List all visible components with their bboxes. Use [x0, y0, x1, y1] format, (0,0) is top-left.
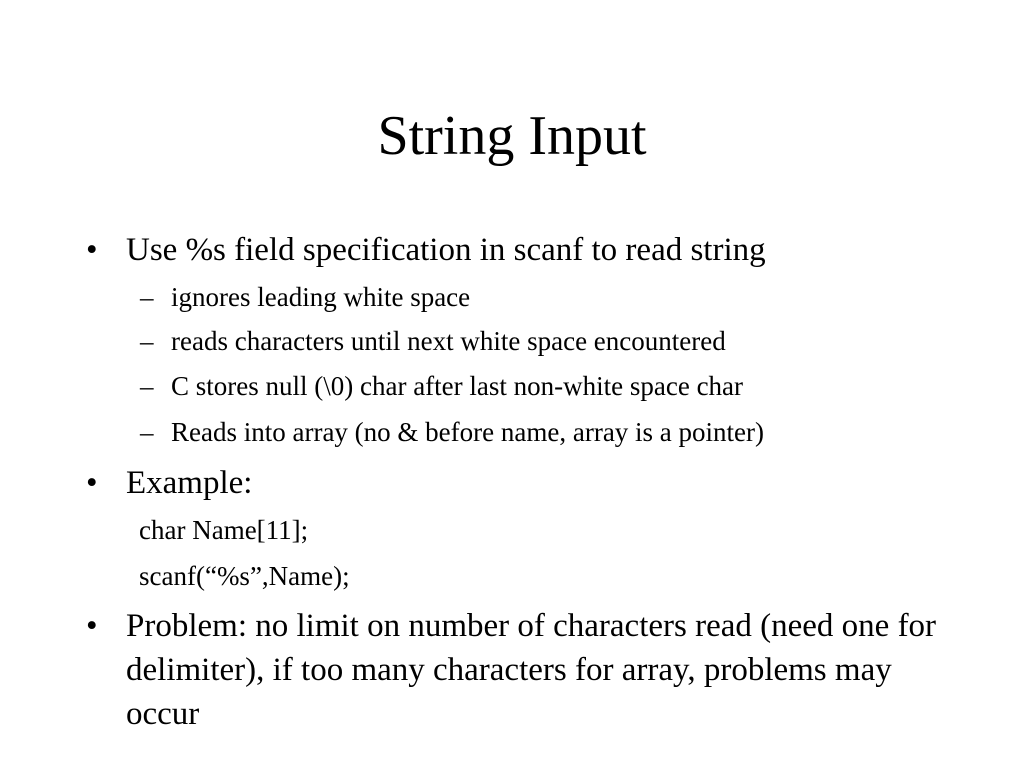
bullet-marker: •: [86, 608, 98, 644]
sub-bullet-item: [140, 279, 960, 315]
bullet-text: Problem: no limit on number of characters read (need one for delimiter), if too many characters for array, problems may occur: [126, 608, 937, 732]
slide-title: String Input: [377, 105, 647, 167]
sub-bullet-marker: –: [140, 417, 154, 447]
sub-bullet-marker: –: [140, 326, 154, 356]
bullet-text: Use %s field specification in scanf to read string: [126, 232, 766, 268]
sub-bullet-marker: –: [140, 282, 154, 312]
bullet-item: [86, 461, 946, 505]
code-line: scanf(“%s”,Name);: [139, 561, 350, 591]
sub-bullet-item: [140, 414, 960, 450]
bullet-marker: •: [86, 232, 98, 268]
bullet-text: Example:: [126, 465, 253, 501]
sub-bullet-text: Reads into array (no & before name, array is a pointer): [171, 417, 765, 447]
code-line: char Name[11];: [139, 515, 309, 545]
sub-bullet-marker: –: [140, 371, 154, 401]
sub-bullet-item: [140, 368, 960, 404]
sub-bullet-text: ignores leading white space: [171, 282, 471, 312]
sub-bullet-text: reads characters until next white space encountered: [171, 326, 726, 356]
sub-bullet-item: [140, 323, 960, 359]
bullet-item: [86, 604, 946, 736]
bullet-marker: •: [86, 465, 98, 501]
bullet-item: [86, 228, 946, 272]
sub-bullet-text: C stores null (\0) char after last non-white space char: [171, 371, 744, 401]
